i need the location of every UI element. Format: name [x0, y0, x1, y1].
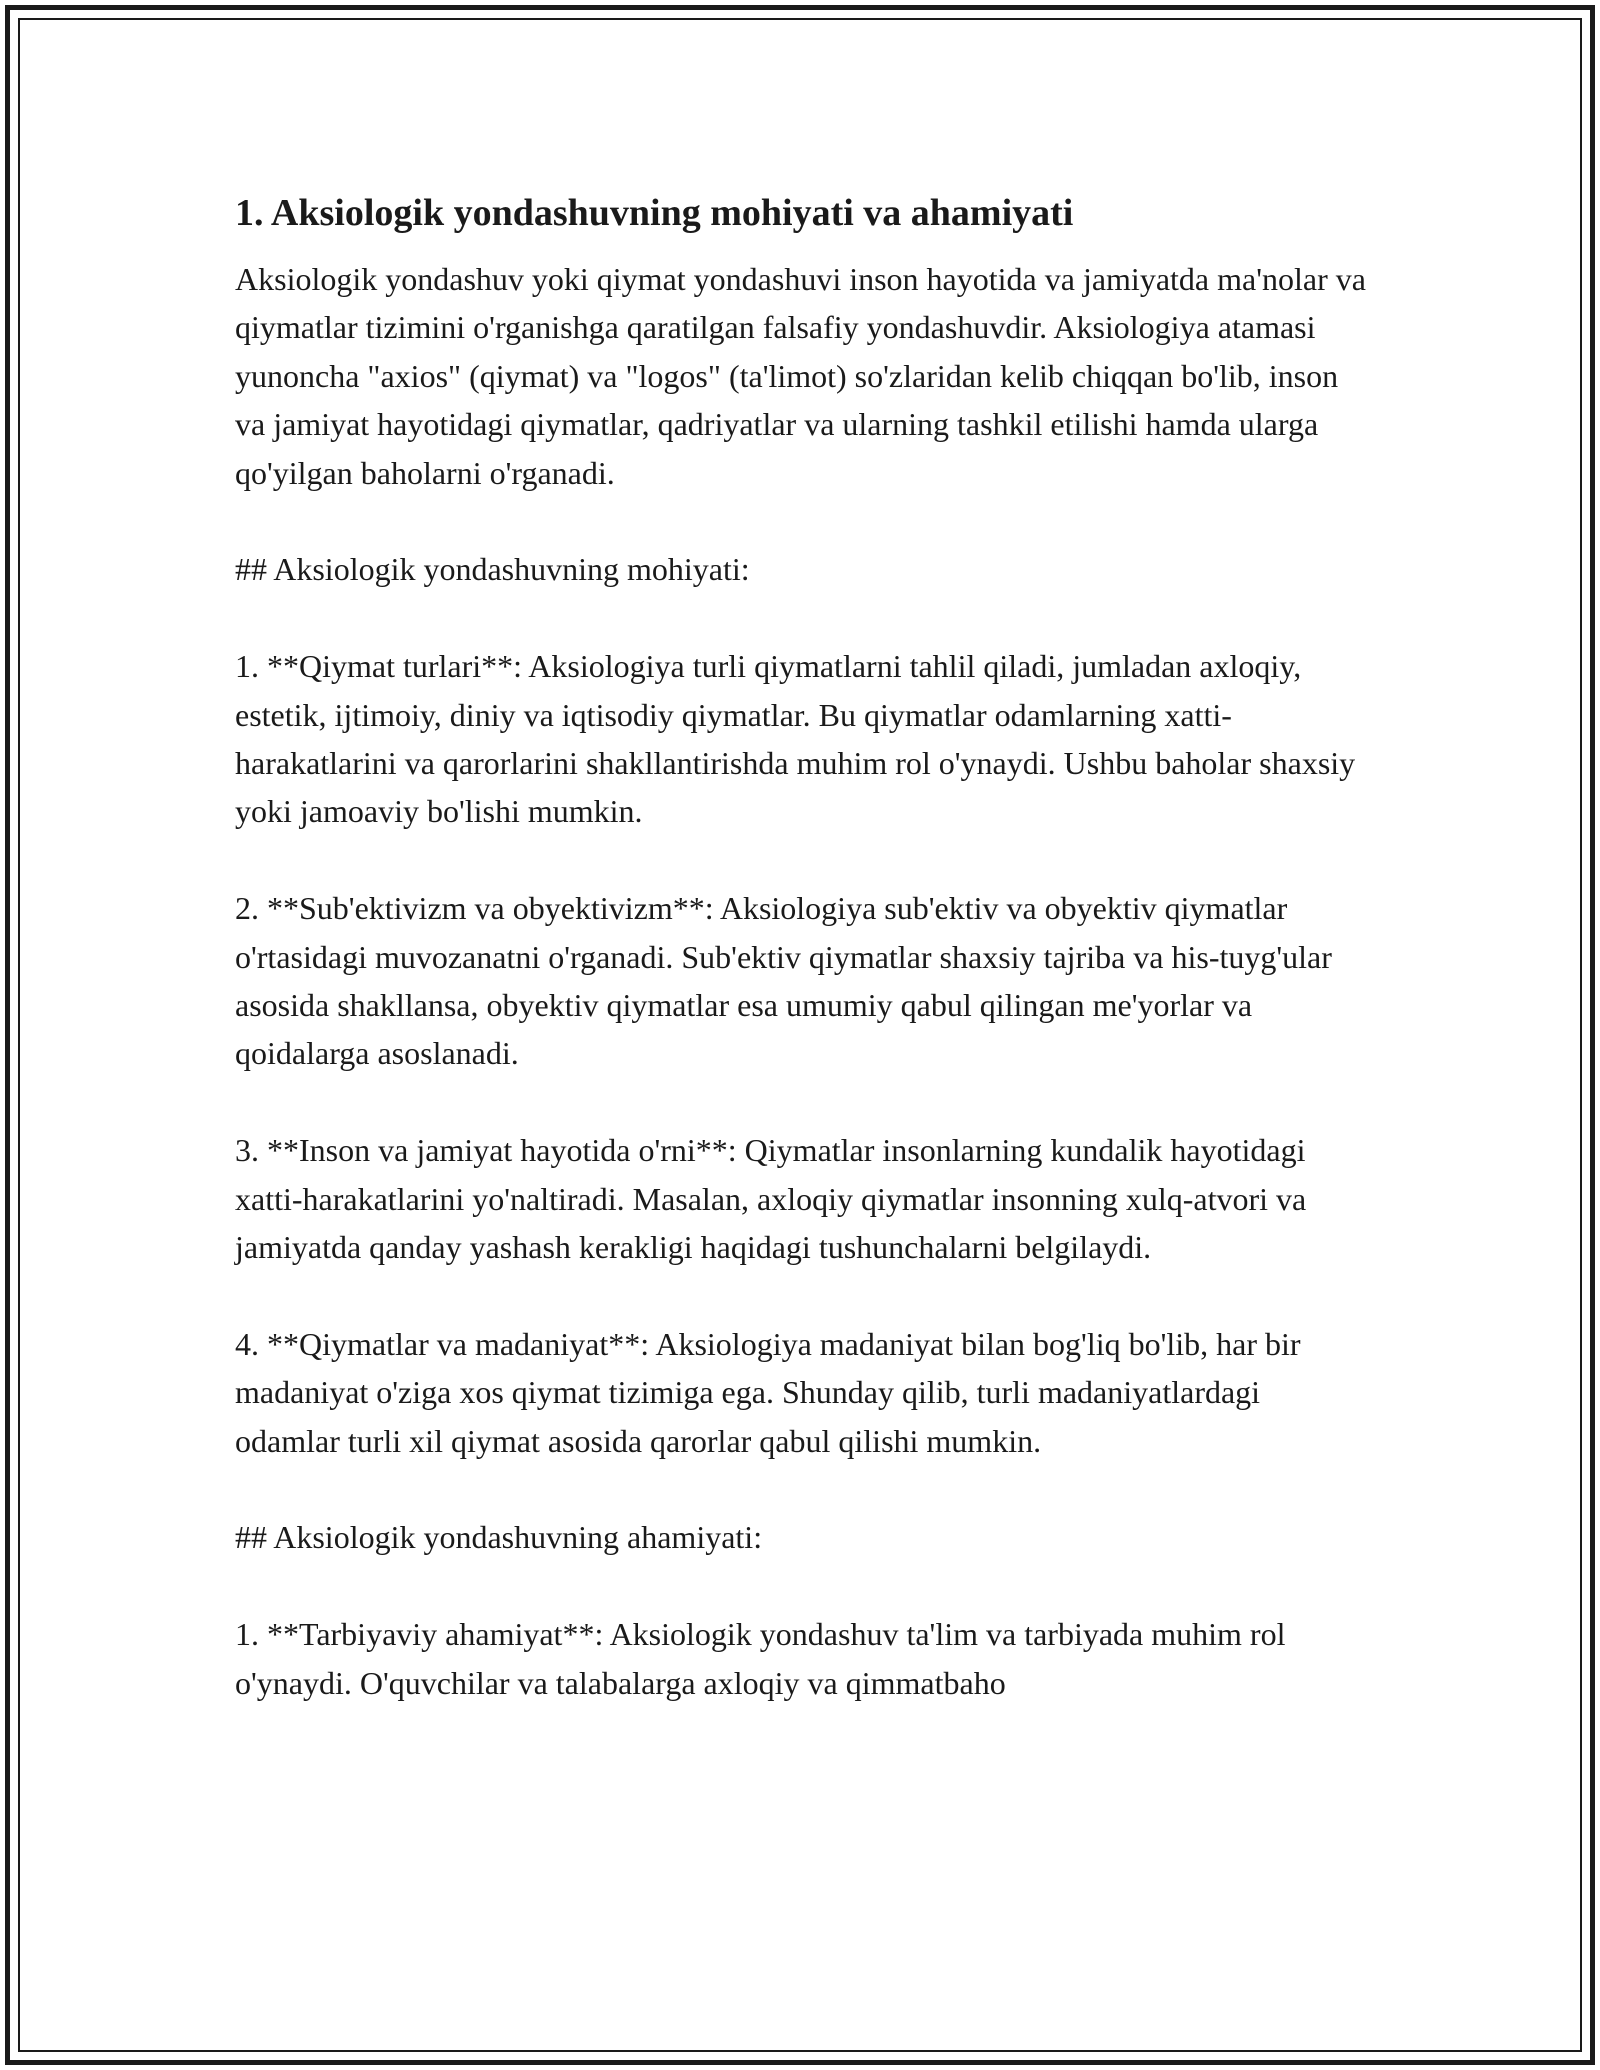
intro-paragraph: Aksiologik yondashuv yoki qiymat yondashuvi inson hayotida va jamiyatda ma'nolar va qiymatlar tizimini o'rganishga qaratilgan falsafiy yondashuvdir. Aksiologiya atamasi yunoncha "axios" (qiymat) va "logos" (ta'limot) so'zlaridan kelib chiqqan bo'lib, inson va jamiyat hayotidagi qiymatlar, qadriyatlar va ularning tashkil etilishi hamda ularga qo'yilgan baholarni o'rganadi.: [235, 261, 1366, 491]
list-item-inson-va-jamiyat: 3. **Inson va jamiyat hayotida o'rni**: Qiymatlar insonlarning kundalik hayotidagi xatti-harakatlarini yo'naltiradi. Masalan, axloqiy qiymatlar insonning xulq-atvori va jamiyatda qanday yashash kerakligi haqidagi tushunchalarni belgilaydi.: [235, 1132, 1307, 1266]
list-item-qiymat-turlari: 1. **Qiymat turlari**: Aksiologiya turli qiymatlarni tahlil qiladi, jumladan axloqiy, estetik, ijtimoiy, diniy va iqtisodiy qiymatlar. Bu qiymatlar odamlarning xatti-harakatlarini va qarorlarini shakllantirishda muhim rol o'ynaydi. Ushbu baholar shaxsiy yoki jamoaviy bo'lishi mumkin.: [235, 648, 1356, 830]
list-item-qiymatlar-va-madaniyat: 4. **Qiymatlar va madaniyat**: Aksiologiya madaniyat bilan bog'liq bo'lib, har bir madaniyat o'ziga xos qiymat tizimiga ega. Shunday qilib, turli madaniyatlardagi odamlar turli xil qiymat asosida qarorlar qabul qilishi mumkin.: [235, 1325, 1301, 1459]
section-heading-ahamiyati: ## Aksiologik yondashuvning ahamiyati:: [235, 1519, 763, 1556]
section-heading-mohiyati: ## Aksiologik yondashuvning mohiyati:: [235, 551, 750, 588]
list-item-tarbiyaviy-ahamiyat: 1. **Tarbiyaviy ahamiyat**: Aksiologik yondashuv ta'lim va tarbiyada muhim rol o'ynaydi. O'quvchilar va talabalarga axloqiy va qimmatbaho: [235, 1616, 1286, 1701]
list-item-subektivizm: 2. **Sub'ektivizm va obyektivizm**: Aksiologiya sub'ektiv va obyektiv qiymatlar o'rtasidagi muvozanatni o'rganadi. Sub'ektiv qiymatlar shaxsiy tajriba va his-tuyg'ular asosida shakllansa, obyektiv qiymatlar esa umumiy qabul qilingan me'yorlar va qoidalarga asoslanadi.: [235, 890, 1332, 1072]
document-body: [235, 183, 1370, 1707]
document-title: 1. Aksiologik yondashuvning mohiyati va ahamiyati: [235, 192, 1074, 234]
